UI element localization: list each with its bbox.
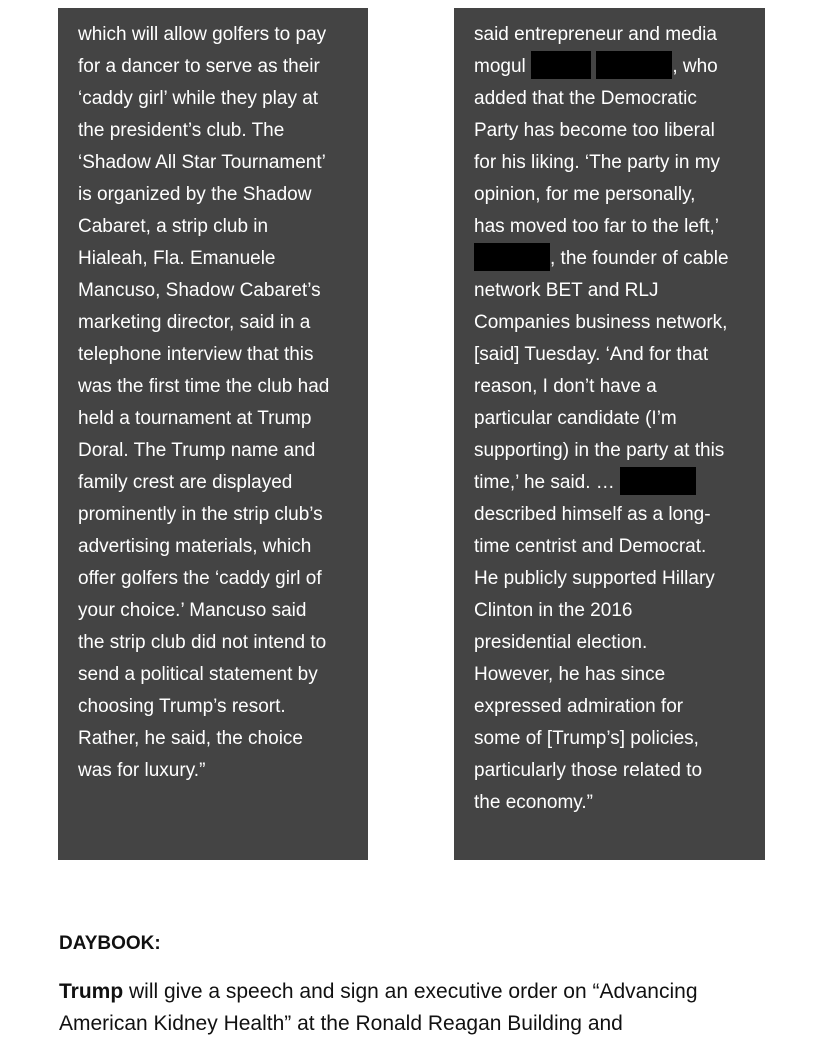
right-quote-line: the economy.” (474, 792, 593, 813)
right-quote-line: some of [Trump’s] policies, (474, 728, 699, 749)
right-quote-line: expressed admiration for (474, 696, 684, 717)
right-quote-line: described himself as a long- (474, 504, 711, 525)
left-quote-line: ‘Shadow All Star Tournament’ (78, 152, 326, 173)
right-quote-line: However, he has since (474, 664, 666, 685)
right-quote-line: for his liking. ‘The party in my (474, 152, 721, 173)
right-quote-line: particularly those related to (474, 760, 703, 781)
left-quote-line: for a dancer to serve as their (78, 56, 320, 77)
right-quote-line: Companies business network, (474, 312, 728, 333)
left-quote-line: Hialeah, Fla. Emanuele (78, 248, 276, 269)
right-quote-line: said entrepreneur and media (474, 24, 717, 45)
right-quote-fragment: , who (672, 56, 718, 77)
right-quote-line: [said] Tuesday. ‘And for that (474, 344, 709, 365)
right-quote-line (474, 467, 765, 499)
left-quote-line: telephone interview that this (78, 344, 314, 365)
daybook-heading: DAYBOOK: (59, 933, 161, 954)
right-quote-line: Clinton in the 2016 (474, 600, 633, 621)
right-quote-line: time centrist and Democrat. (474, 536, 707, 557)
left-quote-column (58, 8, 368, 860)
right-quote-line: added that the Democratic (474, 88, 697, 109)
left-quote-line: the strip club did not intend to (78, 632, 327, 653)
left-quote-line: your choice.’ Mancuso said (78, 600, 307, 621)
right-quote-line: opinion, for me personally, (474, 184, 696, 205)
daybook-line (59, 976, 779, 1008)
left-quote-line: prominently in the strip club’s (78, 504, 323, 525)
right-quote-line: supporting) in the party at this (474, 440, 725, 461)
right-quote-fragment: time,’ he said. … (474, 472, 615, 493)
redaction-bar (596, 51, 672, 79)
redaction-bar (474, 243, 550, 271)
left-quote-line: was for luxury.” (78, 760, 206, 781)
left-quote-line: ‘caddy girl’ while they play at (78, 88, 319, 109)
left-quote-line: family crest are displayed (78, 472, 293, 493)
right-quote-text (474, 19, 765, 819)
left-quote-line: held a tournament at Trump (78, 408, 312, 429)
daybook-lead-name: Trump (59, 980, 124, 1003)
right-quote-line: He publicly supported Hillary (474, 568, 715, 589)
left-quote-line: choosing Trump’s resort. (78, 696, 286, 717)
left-quote-line: send a political statement by (78, 664, 318, 685)
right-quote-fragment: mogul (474, 56, 526, 77)
right-quote-line: network BET and RLJ (474, 280, 659, 301)
left-quote-line: the president’s club. The (78, 120, 285, 141)
right-quote-line: has moved too far to the left,’ (474, 216, 720, 237)
daybook-line: American Kidney Health” at the Ronald Reagan Building and (59, 1012, 623, 1035)
left-quote-line: offer golfers the ‘caddy girl of (78, 568, 322, 589)
daybook-paragraph (59, 976, 779, 1040)
right-quote-line (474, 51, 765, 83)
redaction-bar (620, 467, 696, 495)
left-quote-line: marketing director, said in a (78, 312, 311, 333)
left-quote-line: Rather, he said, the choice (78, 728, 303, 749)
left-quote-line: Mancuso, Shadow Cabaret’s (78, 280, 321, 301)
left-quote-line: is organized by the Shadow (78, 184, 312, 205)
right-quote-line (474, 243, 765, 275)
right-quote-line: presidential election. (474, 632, 648, 653)
right-quote-line: Party has become too liberal (474, 120, 715, 141)
daybook-line-rest: will give a speech and sign an executive order on “Advancing (123, 980, 698, 1003)
left-quote-line: was the first time the club had (78, 376, 330, 397)
redaction-bar (531, 51, 591, 79)
left-quote-text (78, 19, 368, 787)
right-quote-column (454, 8, 765, 860)
left-quote-line: advertising materials, which (78, 536, 312, 557)
right-quote-line: particular candidate (I’m (474, 408, 677, 429)
left-quote-line: Doral. The Trump name and (78, 440, 316, 461)
right-quote-line: reason, I don’t have a (474, 376, 657, 397)
left-quote-line: which will allow golfers to pay (78, 24, 327, 45)
left-quote-line: Cabaret, a strip club in (78, 216, 269, 237)
right-quote-fragment: , the founder of cable (550, 248, 729, 269)
